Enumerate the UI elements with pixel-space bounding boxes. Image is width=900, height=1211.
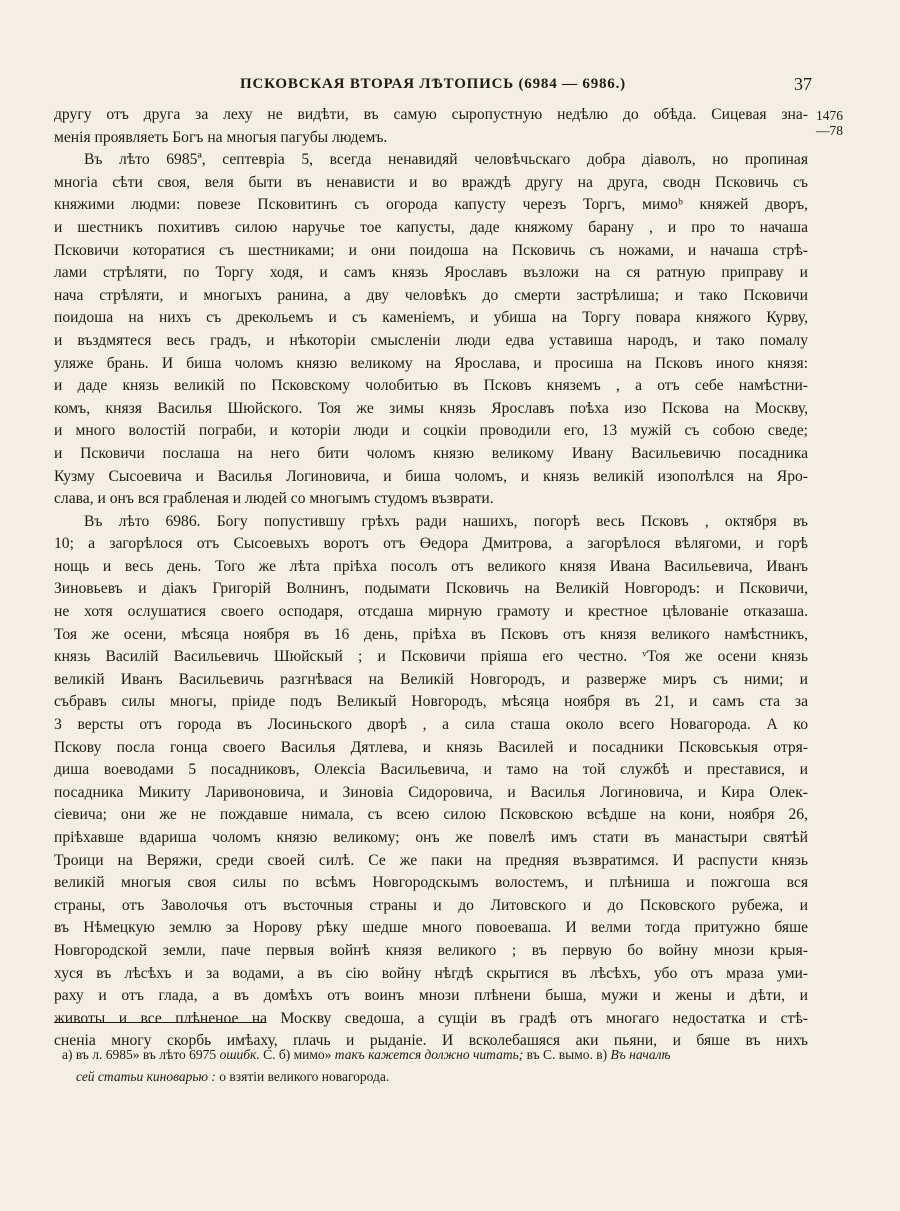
text-line: пріѣхавше вдариша чоломъ князю великому; онъ же повелѣ имъ стати въ манастыри святѣй — [54, 829, 808, 846]
text-line: хуся въ лѣсѣхъ и за водами, а въ сію войну нѣгдѣ скрытися въ лѣсѣхъ, убо отъ мраза уми- — [54, 964, 808, 982]
text-line: нощь и весь день. Того же лѣта пріѣха посолъ отъ великого князя Ивана Васильевича, Иванъ — [54, 557, 808, 575]
footnote-text: С. б) мимо» — [259, 1047, 335, 1062]
text-line: уляже брань. И биша чоломъ князю великому на Ярослава, и просиша на Псковъ иного князя: — [54, 354, 808, 372]
page-header — [54, 74, 812, 100]
text-line: нача стрѣляти, и многыхъ ранина, а дву человѣкъ до смерти застрѣлиша; и тако Псковичи — [54, 286, 808, 304]
text-line: Зиновьевъ и діакъ Григорій Волнинъ, подымати Псковичь на Великій Новгородъ: и Псковичи, — [54, 580, 808, 598]
text-line: Тоя же осени, мѣсяца ноября въ 16 день, пріѣха въ Псковъ отъ князя великого намѣстникъ, — [54, 625, 808, 643]
text-line: поидоша на нихъ съ дрекольемъ и съ каменіемъ, и убиша на Торгу повара княжого Курву, — [54, 309, 808, 327]
text-line: и даде князь великій по Псковскому чолобитью въ Псковъ княземъ , а отъ себе намѣстни- — [54, 377, 808, 395]
text-line: и шестникъ похитивъ силою наручье тое капусты, даде княжому барану , и про то начаша — [54, 218, 808, 236]
text-line: слава, и онъ вся грабленая и людей со многымъ студомъ възврати. — [54, 490, 494, 508]
text-line: княжими людми: повезе Псковитинъ съ огорода капусту черезъ Торгъ, мимоᵇ княжей дворъ, — [54, 196, 808, 214]
footnote-text: а) въ л. 6985» въ лѣто 6975 — [62, 1047, 220, 1062]
footnote-italic: такъ кажется должно читать; — [334, 1047, 524, 1062]
text-line: другу отъ друга за леху не видѣти, въ самую сыропустную недѣлю до обѣда. Сицевая зна- — [54, 106, 808, 123]
text-line: Пскову посла гонца своего Василья Дятлева, и князь Василей и посадники Псковськыя отря- — [54, 738, 808, 756]
text-line: посадника Микиту Ларивоновича, и Зиновіа Сидоровича, и Василья Логиновича, и Кира Олек- — [54, 783, 808, 801]
chronicle-text — [54, 104, 808, 1053]
text-line: въ Нѣмецкую землю за Норову рѣку шедше много повоеваша. И велми тогда притужно бяше — [54, 919, 808, 937]
footnote-rule — [54, 1022, 266, 1023]
text-line: и въздмятеся весь градъ, и нѣкоторіи смысленіи люди едва уставиша народъ, и тако помалу — [54, 331, 808, 349]
text-line: 3 версты отъ города въ Лосиньского дворѣ , а сила сташа около всего Новагорода. А ко — [54, 716, 808, 734]
running-title: ПСКОВСКАЯ ВТОРАЯ ЛѢТОПИСЬ (6984 — 6986.) — [240, 76, 626, 92]
footnote-line — [54, 1066, 808, 1088]
margin-year-range: 1476 — [816, 108, 843, 123]
text-line: и много волостій пограби, и которіи люди и соцкіи проводили его, 13 мужій съ собою сведе; — [54, 422, 808, 440]
text-line: събравъ силы многы, пріиде подъ Великый Новгородъ, мѣсяца ноября въ 21, и самъ ста за — [54, 693, 808, 711]
text-line: Въ лѣто 6986. Богу попустившу грѣхъ ради нашихъ, погорѣ весь Псковъ , октября въ — [84, 512, 808, 530]
footnotes — [54, 1044, 808, 1088]
text-line: лами стрѣляти, по Торгу ходя, и самъ князь Ярославъ възложи на ся ратную приправу и — [54, 264, 808, 282]
text-line: животы и все плѣненое на Москву сведоша, а сущіи въ градѣ отъ многаго недостатка и стѣ- — [54, 1009, 808, 1027]
text-line: Новгородской земли, паче первыя войнѣ князя великого ; въ первую бо войну мнози крыя- — [54, 941, 808, 959]
margin-year-range-end: —78 — [816, 123, 843, 138]
text-line: Псковичи которатися съ шестниками; и они поидоша на Псковичь съ ножами, и начаша стрѣ- — [54, 241, 808, 259]
footnote-text: въ С. вымо. в) — [523, 1047, 611, 1062]
text-line: комъ, князя Василья Шюйского. Тоя же зимы князь Ярославъ поѣха изо Пскова на Москву, — [54, 399, 808, 417]
text-line: князь Василій Васильевичь Шюйскый ; и Псковичи пріяша его честно. ᵛТоя же осени князь — [54, 648, 808, 666]
footnote-italic: ошибк. — [219, 1047, 260, 1062]
footnote-text: о взятіи великого новагорода. — [215, 1069, 390, 1084]
text-line: страны, отъ Заволочья отъ въсточныя страны и до Литовского и до Псковского рубежа, и — [54, 896, 808, 914]
text-line: Въ лѣто 6985ª, септевріа 5, всегда ненавидяй человѣчьскаго добра діаволъ, но пропиная — [84, 151, 808, 169]
text-line: сненіа многу скорбь имѣаху, плачь и рыданіе. И всколебашяся аки пьяни, и бяше въ нихъ — [54, 1032, 808, 1050]
text-line: не хотя ослушатися своего осподаря, отсдаша мирную грамоту и крестное цѣлованіе отказаша. — [54, 603, 808, 621]
footnote-line — [54, 1044, 808, 1066]
text-line: сіевича; они же не пождавше нимала, съ всею силою Псковскою всѣдше на кони, ноября 26, — [54, 806, 808, 824]
page-number: 37 — [794, 74, 812, 94]
text-line: и Псковичи послаша на него бити чоломъ князю великому Ивану Васильевичю посадника — [54, 444, 808, 462]
text-line: диша воеводами 5 посадниковъ, Олексіа Васильевича, и тамо на той службѣ и преставися, и — [54, 761, 808, 779]
text-line: великій многыя своя силы по всѣмъ Новгородскымъ волостемъ, и плѣниша и пожгоша вся — [54, 874, 808, 892]
text-line: менія проявляеть Богъ на многыя пагубы людемъ. — [54, 128, 388, 146]
text-line: многіа сѣти своя, веля быти въ ненависти и во враждѣ другу на друга, сводн Псковичь съ — [54, 173, 808, 191]
footnote-italic: Въ началѣ — [610, 1047, 671, 1062]
text-line: 10; а загорѣлося отъ Сысоевыхъ воротъ отъ Өедора Дмитрова, а загорѣлося вѣлягоми, и горѣ — [54, 535, 808, 553]
text-line: великій Иванъ Васильевичь разгнѣвася на Великій Новгородъ, и разверже миръ съ ними; и — [54, 670, 808, 688]
text-line: раху и отъ глада, а въ домѣхъ отъ воинъ мнози плѣнени быша, мужи и жены и дѣти, и — [54, 987, 808, 1005]
text-line: Кузму Сысоевича и Василья Логиновича, и биша чоломъ, и князь великій изополѣлся на Яро- — [54, 467, 808, 485]
footnote-italic: сей статьи киноварью : — [76, 1069, 216, 1084]
text-line: Троици на Веряжи, среди своей силѣ. Се же паки на предняя възвратимся. И распусти князь — [54, 851, 808, 869]
